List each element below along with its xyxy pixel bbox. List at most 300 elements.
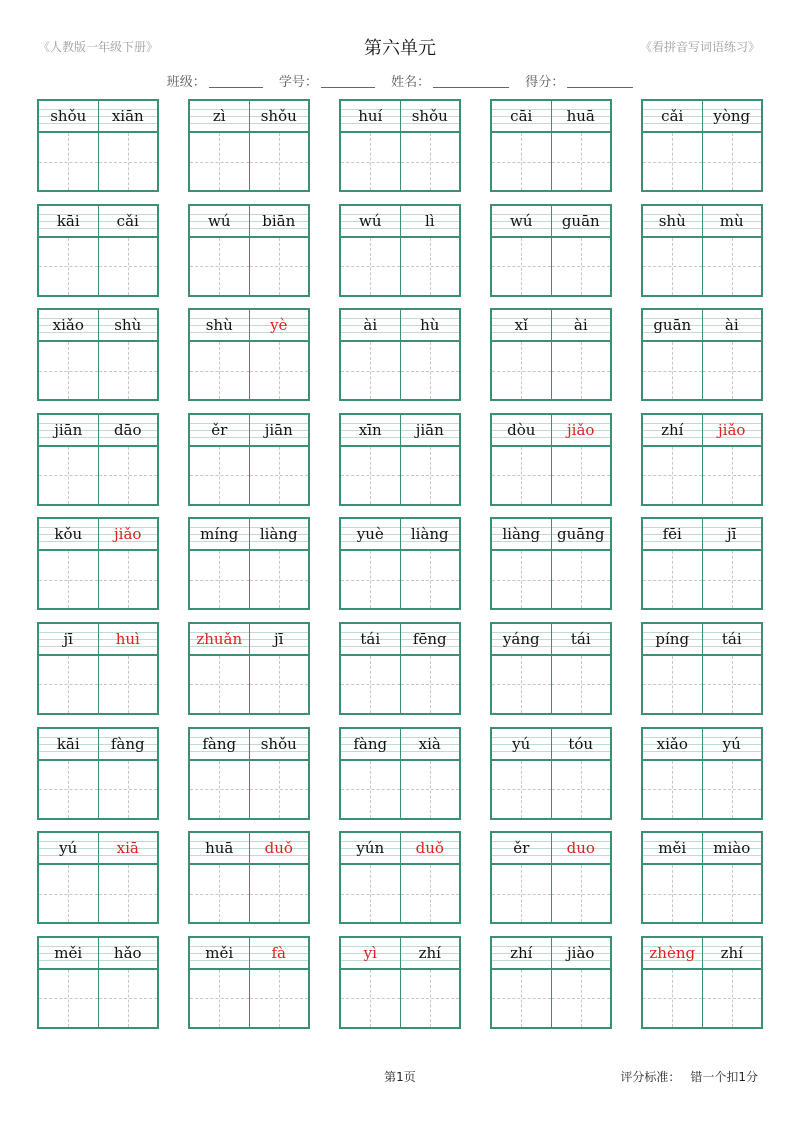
pinyin-row [341, 415, 459, 447]
character-writing-cell[interactable] [552, 970, 611, 1027]
pinyin-row [492, 938, 610, 970]
pinyin-row [341, 833, 459, 865]
character-writing-cell[interactable] [401, 656, 460, 713]
character-row [39, 238, 157, 295]
character-row [39, 761, 157, 818]
character-writing-cell[interactable] [39, 238, 99, 295]
character-writing-cell[interactable] [643, 133, 703, 190]
character-row [341, 133, 459, 190]
pinyin-syllable: jiān [415, 420, 444, 439]
character-row [492, 761, 610, 818]
character-writing-cell[interactable] [401, 342, 460, 399]
word-box [339, 413, 461, 506]
character-writing-cell[interactable] [190, 342, 250, 399]
character-row [643, 865, 761, 922]
character-row [190, 447, 308, 504]
character-row [190, 551, 308, 608]
character-writing-cell[interactable] [190, 656, 250, 713]
pinyin-syllable: jiān [39, 415, 99, 445]
word-box [641, 727, 763, 820]
pinyin-syllable: cāi [492, 101, 552, 131]
character-row [190, 656, 308, 713]
character-writing-cell[interactable] [643, 447, 703, 504]
character-writing-cell[interactable] [341, 761, 401, 818]
pinyin-row [39, 519, 157, 551]
pinyin-syllable: tái [570, 629, 591, 648]
character-writing-cell[interactable] [703, 238, 762, 295]
word-box [188, 99, 310, 192]
scoring-text: 错一个扣1分 [690, 1070, 758, 1084]
character-writing-cell[interactable] [552, 342, 611, 399]
pinyin-syllable: xiǎo [643, 729, 703, 759]
character-writing-cell[interactable] [341, 133, 401, 190]
character-row [39, 865, 157, 922]
pinyin-syllable: jī [274, 629, 284, 648]
pinyin-row [643, 938, 761, 970]
pinyin-syllable: zì [190, 101, 250, 131]
word-box [641, 99, 763, 192]
word-box [188, 622, 310, 715]
character-row [643, 133, 761, 190]
pinyin-row [190, 938, 308, 970]
word-box [490, 204, 612, 297]
character-writing-cell[interactable] [190, 970, 250, 1027]
word-box [37, 936, 159, 1029]
character-writing-cell[interactable] [39, 970, 99, 1027]
pinyin-syllable: xiān [111, 107, 144, 125]
word-box [37, 622, 159, 715]
pinyin-syllable: fēi [643, 519, 703, 549]
character-writing-cell[interactable] [39, 656, 99, 713]
word-box [188, 936, 310, 1029]
scoring-rule [620, 1068, 758, 1085]
pinyin-syllable: dāo [113, 420, 142, 439]
character-writing-cell[interactable] [552, 447, 611, 504]
pinyin-row [492, 415, 610, 447]
character-writing-cell[interactable] [492, 447, 552, 504]
character-writing-cell[interactable] [250, 761, 309, 818]
character-writing-cell[interactable] [552, 238, 611, 295]
page-title: 第六单元 [364, 38, 436, 59]
character-row [39, 656, 157, 713]
pinyin-row [190, 729, 308, 761]
pinyin-syllable: zhèng [643, 938, 703, 968]
character-row [341, 342, 459, 399]
word-box [339, 308, 461, 401]
word-box [641, 936, 763, 1029]
pinyin-row [190, 624, 308, 656]
pinyin-syllable: xiā [116, 839, 139, 858]
pinyin-syllable: zhí [418, 943, 441, 962]
score-label: 得分： [525, 75, 565, 90]
pinyin-syllable: měi [190, 938, 250, 968]
pinyin-row [492, 833, 610, 865]
word-box [641, 204, 763, 297]
pinyin-syllable: xiǎo [39, 310, 99, 340]
student-id-label: 学号： [278, 75, 318, 90]
character-writing-cell[interactable] [99, 970, 158, 1027]
pinyin-syllable: yú [492, 729, 552, 759]
pinyin-row [190, 833, 308, 865]
character-writing-cell[interactable] [190, 865, 250, 922]
character-writing-cell[interactable] [250, 865, 309, 922]
pinyin-syllable: fàng [341, 729, 401, 759]
word-box [641, 308, 763, 401]
character-writing-cell[interactable] [341, 865, 401, 922]
character-row [341, 761, 459, 818]
word-box [188, 413, 310, 506]
character-row [492, 133, 610, 190]
pinyin-syllable: miào [713, 839, 751, 858]
character-writing-cell[interactable] [250, 551, 309, 608]
character-row [341, 970, 459, 1027]
pinyin-syllable: lì [424, 211, 435, 230]
pinyin-syllable: jiǎo [718, 420, 746, 439]
pinyin-syllable: jiǎo [114, 525, 142, 544]
character-writing-cell[interactable] [39, 865, 99, 922]
character-row [341, 551, 459, 608]
character-writing-cell[interactable] [703, 656, 762, 713]
pinyin-syllable: tái [341, 624, 401, 654]
character-row [492, 447, 610, 504]
pinyin-syllable: dòu [492, 415, 552, 445]
character-writing-cell[interactable] [190, 133, 250, 190]
character-writing-cell[interactable] [703, 865, 762, 922]
character-writing-cell[interactable] [99, 656, 158, 713]
pinyin-row [643, 310, 761, 342]
pinyin-syllable: yòng [713, 107, 751, 125]
word-box [37, 99, 159, 192]
word-box [490, 831, 612, 924]
pinyin-syllable: xǐ [492, 310, 552, 340]
pinyin-row [39, 833, 157, 865]
pinyin-row [190, 415, 308, 447]
word-box [188, 831, 310, 924]
character-row [39, 133, 157, 190]
header-exercise-label: 《看拼音写词语练习》 [639, 40, 760, 54]
character-row [190, 238, 308, 295]
character-writing-cell[interactable] [492, 970, 552, 1027]
pinyin-syllable: cǎi [643, 101, 703, 131]
character-row [643, 342, 761, 399]
character-writing-cell[interactable] [39, 342, 99, 399]
pinyin-row [492, 101, 610, 133]
pinyin-row [39, 101, 157, 133]
word-box [490, 517, 612, 610]
pinyin-syllable: zhí [720, 943, 743, 962]
character-row [492, 656, 610, 713]
word-box [339, 204, 461, 297]
character-writing-cell[interactable] [99, 551, 158, 608]
pinyin-row [492, 624, 610, 656]
character-writing-cell[interactable] [643, 551, 703, 608]
character-row [492, 970, 610, 1027]
pinyin-row [190, 310, 308, 342]
pinyin-syllable: ài [573, 316, 588, 335]
character-writing-cell[interactable] [190, 447, 250, 504]
character-row [643, 551, 761, 608]
pinyin-row [39, 415, 157, 447]
pinyin-syllable: shǒu [260, 107, 297, 125]
pinyin-syllable: yú [722, 734, 741, 753]
character-writing-cell[interactable] [341, 970, 401, 1027]
character-row [643, 970, 761, 1027]
character-writing-cell[interactable] [99, 342, 158, 399]
pinyin-syllable: hǎo [113, 943, 142, 962]
word-box [339, 831, 461, 924]
student-id-field[interactable] [279, 71, 375, 90]
character-row [39, 970, 157, 1027]
character-writing-cell[interactable] [492, 551, 552, 608]
pinyin-syllable: ěr [492, 833, 552, 863]
pinyin-row [643, 415, 761, 447]
character-writing-cell[interactable] [250, 970, 309, 1027]
pinyin-syllable: shǒu [260, 734, 297, 753]
character-writing-cell[interactable] [401, 551, 460, 608]
character-row [643, 656, 761, 713]
character-writing-cell[interactable] [39, 551, 99, 608]
character-writing-cell[interactable] [341, 447, 401, 504]
pinyin-syllable: hù [420, 316, 440, 335]
character-writing-cell[interactable] [703, 970, 762, 1027]
pinyin-row [39, 206, 157, 238]
pinyin-syllable: zhí [492, 938, 552, 968]
character-writing-cell[interactable] [703, 342, 762, 399]
word-box [490, 727, 612, 820]
class-blank[interactable] [209, 75, 263, 88]
pinyin-syllable: míng [190, 519, 250, 549]
character-row [492, 865, 610, 922]
pinyin-syllable: fàng [190, 729, 250, 759]
pinyin-syllable: huì [115, 629, 140, 648]
pinyin-row [190, 101, 308, 133]
pinyin-syllable: yè [270, 316, 288, 335]
pinyin-syllable: wú [341, 206, 401, 236]
pinyin-syllable: huā [190, 833, 250, 863]
character-writing-cell[interactable] [341, 551, 401, 608]
character-writing-cell[interactable] [552, 761, 611, 818]
pinyin-row [643, 519, 761, 551]
word-box [37, 831, 159, 924]
character-writing-cell[interactable] [643, 865, 703, 922]
character-writing-cell[interactable] [401, 761, 460, 818]
pinyin-syllable: huā [566, 107, 595, 125]
pinyin-syllable: liàng [492, 519, 552, 549]
pinyin-syllable: kǒu [39, 519, 99, 549]
score-field[interactable] [525, 71, 633, 90]
pinyin-syllable: ài [724, 316, 739, 335]
character-writing-cell[interactable] [190, 551, 250, 608]
pinyin-syllable: zhí [643, 415, 703, 445]
pinyin-syllable: cǎi [116, 211, 139, 230]
character-writing-cell[interactable] [250, 133, 309, 190]
word-box [641, 831, 763, 924]
character-writing-cell[interactable] [39, 133, 99, 190]
pinyin-row [643, 101, 761, 133]
character-writing-cell[interactable] [99, 447, 158, 504]
scoring-label: 评分标准： [620, 1070, 681, 1084]
character-writing-cell[interactable] [341, 342, 401, 399]
name-label: 姓名： [391, 75, 431, 90]
character-row [341, 865, 459, 922]
character-row [643, 761, 761, 818]
class-field[interactable] [167, 71, 263, 90]
word-box [37, 727, 159, 820]
name-blank[interactable] [433, 75, 509, 88]
character-writing-cell[interactable] [250, 447, 309, 504]
character-writing-cell[interactable] [190, 238, 250, 295]
character-writing-cell[interactable] [341, 238, 401, 295]
character-writing-cell[interactable] [492, 865, 552, 922]
character-writing-cell[interactable] [250, 342, 309, 399]
pinyin-row [341, 310, 459, 342]
character-row [492, 342, 610, 399]
pinyin-syllable: fēng [412, 629, 447, 648]
pinyin-syllable: shù [190, 310, 250, 340]
score-blank[interactable] [567, 75, 633, 88]
word-box [490, 308, 612, 401]
character-writing-cell[interactable] [643, 656, 703, 713]
character-writing-cell[interactable] [703, 447, 762, 504]
character-writing-cell[interactable] [99, 238, 158, 295]
character-row [341, 656, 459, 713]
character-row [643, 447, 761, 504]
word-box [37, 413, 159, 506]
word-box [490, 936, 612, 1029]
word-box [339, 517, 461, 610]
character-writing-cell[interactable] [401, 865, 460, 922]
character-row [190, 865, 308, 922]
student-info-row [0, 71, 800, 90]
pinyin-row [492, 310, 610, 342]
character-writing-cell[interactable] [552, 551, 611, 608]
character-writing-cell[interactable] [401, 447, 460, 504]
pinyin-syllable: wú [492, 206, 552, 236]
pinyin-row [39, 624, 157, 656]
pinyin-row [39, 938, 157, 970]
word-box [37, 517, 159, 610]
pinyin-row [643, 729, 761, 761]
character-writing-cell[interactable] [703, 551, 762, 608]
pinyin-row [492, 519, 610, 551]
character-writing-cell[interactable] [250, 656, 309, 713]
pinyin-syllable: liàng [410, 525, 449, 544]
pinyin-row [643, 206, 761, 238]
character-row [643, 238, 761, 295]
character-writing-cell[interactable] [341, 656, 401, 713]
pinyin-syllable: xià [418, 734, 441, 753]
character-writing-cell[interactable] [401, 238, 460, 295]
pinyin-syllable: jī [727, 525, 737, 544]
word-box [37, 204, 159, 297]
class-label: 班级： [166, 75, 206, 90]
character-writing-cell[interactable] [643, 970, 703, 1027]
pinyin-syllable: píng [643, 624, 703, 654]
character-writing-cell[interactable] [643, 761, 703, 818]
word-box [490, 99, 612, 192]
pinyin-row [341, 519, 459, 551]
character-writing-cell[interactable] [250, 238, 309, 295]
page-number: 第1页 [384, 1070, 416, 1084]
character-row [39, 342, 157, 399]
pinyin-syllable: fàng [110, 734, 145, 753]
pinyin-syllable: ài [341, 310, 401, 340]
character-writing-cell[interactable] [99, 865, 158, 922]
pinyin-syllable: jiào [567, 943, 595, 962]
pinyin-row [341, 729, 459, 761]
character-writing-cell[interactable] [39, 761, 99, 818]
word-box [339, 99, 461, 192]
word-box [641, 517, 763, 610]
character-writing-cell[interactable] [401, 133, 460, 190]
pinyin-syllable: zhuǎn [190, 624, 250, 654]
pinyin-syllable: shù [114, 316, 142, 335]
student-id-blank[interactable] [321, 75, 375, 88]
word-box [641, 622, 763, 715]
character-writing-cell[interactable] [99, 761, 158, 818]
character-writing-cell[interactable] [492, 656, 552, 713]
pinyin-syllable: xīn [341, 415, 401, 445]
word-box [188, 204, 310, 297]
word-box [641, 413, 763, 506]
character-writing-cell[interactable] [703, 133, 762, 190]
character-writing-cell[interactable] [552, 656, 611, 713]
character-writing-cell[interactable] [492, 342, 552, 399]
pinyin-syllable: yáng [492, 624, 552, 654]
pinyin-row [341, 938, 459, 970]
pinyin-syllable: duǒ [415, 839, 444, 858]
character-writing-cell[interactable] [552, 865, 611, 922]
pinyin-syllable: fà [271, 943, 286, 962]
pinyin-syllable: kāi [39, 729, 99, 759]
pinyin-syllable: yì [341, 938, 401, 968]
character-row [190, 970, 308, 1027]
character-writing-cell[interactable] [643, 238, 703, 295]
character-writing-cell[interactable] [703, 761, 762, 818]
pinyin-row [643, 833, 761, 865]
character-writing-cell[interactable] [492, 133, 552, 190]
character-writing-cell[interactable] [39, 447, 99, 504]
pinyin-row [341, 624, 459, 656]
character-writing-cell[interactable] [492, 761, 552, 818]
pinyin-syllable: wú [190, 206, 250, 236]
pinyin-row [341, 206, 459, 238]
pinyin-syllable: huí [341, 101, 401, 131]
character-row [341, 447, 459, 504]
character-writing-cell[interactable] [401, 970, 460, 1027]
pinyin-row [39, 729, 157, 761]
pinyin-syllable: shǒu [39, 101, 99, 131]
pinyin-syllable: biān [262, 211, 296, 230]
pinyin-syllable: kāi [39, 206, 99, 236]
character-writing-cell[interactable] [99, 133, 158, 190]
pinyin-syllable: duo [566, 839, 595, 858]
pinyin-syllable: yuè [341, 519, 401, 549]
word-box [188, 727, 310, 820]
character-writing-cell[interactable] [492, 238, 552, 295]
pinyin-syllable: měi [39, 938, 99, 968]
character-writing-cell[interactable] [552, 133, 611, 190]
character-writing-cell[interactable] [190, 761, 250, 818]
pinyin-row [492, 729, 610, 761]
pinyin-syllable: jī [39, 624, 99, 654]
name-field[interactable] [391, 71, 509, 90]
pinyin-syllable: jiǎo [567, 420, 595, 439]
word-box [339, 936, 461, 1029]
word-grid [37, 99, 763, 1029]
character-writing-cell[interactable] [643, 342, 703, 399]
pinyin-syllable: ěr [190, 415, 250, 445]
